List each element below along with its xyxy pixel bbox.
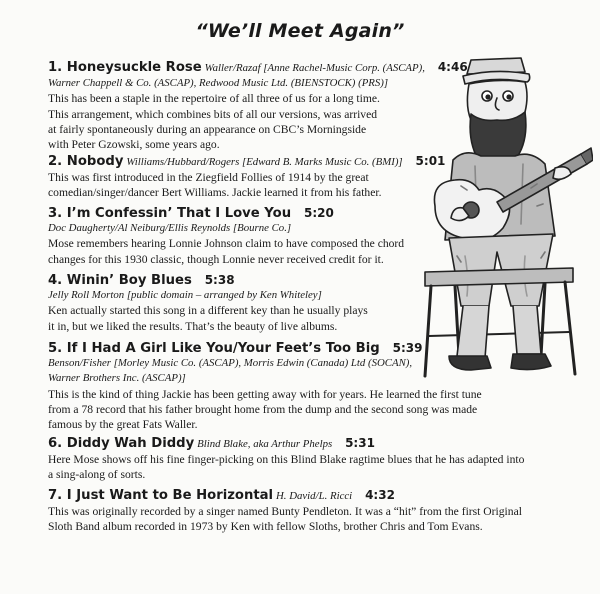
track-duration: 4:32 bbox=[365, 488, 395, 502]
track-6 bbox=[48, 436, 524, 483]
track-duration: 5:39 bbox=[392, 341, 423, 355]
track-desc-line: This has been a staple in the repertoire of all three of us for a long time. bbox=[48, 92, 380, 106]
track-desc-line: This was first introduced in the Ziegfield Follies of 1914 by the great bbox=[48, 171, 369, 185]
track-4 bbox=[48, 273, 368, 334]
track-title: 3. I’m Confessin’ That I Love You bbox=[48, 206, 292, 221]
track-desc-line: from a 78 record that his father brought home from the dump and the second song was made bbox=[48, 402, 478, 416]
track-credit-line: Jelly Roll Morton [public domain – arranged by Ken Whiteley] bbox=[48, 289, 322, 302]
track-desc-line: with Peter Gzowski, some years ago. bbox=[48, 138, 220, 152]
track-title: 6. Diddy Wah Diddy bbox=[48, 436, 195, 451]
track-credit-line: Benson/Fisher [Morley Music Co. (ASCAP), Morris Edwin (Canada) Ltd (SOCAN), bbox=[48, 357, 413, 370]
track-7 bbox=[48, 488, 522, 535]
track-duration: 5:01 bbox=[415, 154, 446, 168]
track-duration: 5:31 bbox=[345, 436, 375, 450]
track-credit: Williams/Hubbard/Rogers [Edward B. Marks Music Co. (BMI)] bbox=[126, 156, 403, 168]
track-credit: Blind Blake, aka Arthur Phelps bbox=[197, 438, 333, 450]
track-3 bbox=[48, 206, 404, 267]
track-desc-line: it in, but we liked the results. That’s the beauty of live albums. bbox=[48, 319, 338, 333]
track-title: 2. Nobody bbox=[48, 154, 124, 169]
track-desc-line: Ken actually started this song in a different key than he usually plays bbox=[48, 304, 368, 318]
track-2 bbox=[48, 154, 445, 201]
track-desc-line: a sing-along of sorts. bbox=[48, 468, 146, 482]
track-desc-line: This was originally recorded by a singer named Bunty Pendleton. It was a “hit” from the first Original bbox=[48, 505, 522, 519]
track-desc-line: Sloth Band album recorded in 1973 by Ken with fellow Sloths, brother Chris and Tom Evans. bbox=[48, 520, 483, 534]
track-duration: 5:38 bbox=[204, 273, 235, 287]
track-duration: 5:20 bbox=[304, 206, 334, 220]
track-credit-line: Doc Daugherty/Al Neiburg/Ellis Reynolds [Bourne Co.] bbox=[48, 222, 292, 235]
track-5 bbox=[48, 341, 482, 432]
page-title: “We’ll Meet Again” bbox=[195, 20, 405, 42]
track-desc-line: changes for this 1930 classic, though Lonnie never received credit for it. bbox=[48, 252, 384, 266]
track-title: 7. I Just Want to Be Horizontal bbox=[48, 488, 274, 503]
track-title: 5. If I Had A Girl Like You/Your Feet’s Too Big bbox=[48, 341, 380, 356]
track-title: 1. Honeysuckle Rose bbox=[48, 60, 202, 75]
track-desc-line: famous by the great Fats Waller. bbox=[48, 418, 198, 432]
track-desc-line: This arrangement, which combines bits of all our versions, was arrived bbox=[48, 107, 378, 121]
track-credit-line: Warner Brothers Inc. (ASCAP)] bbox=[48, 372, 186, 385]
track-desc-line: This is the kind of thing Jackie has been getting away with for years. He learned the first tune bbox=[48, 387, 482, 401]
track-desc-line: comedian/singer/dancer Bert Williams. Jackie learned it from his father. bbox=[48, 186, 382, 200]
track-desc-line: Mose remembers hearing Lonnie Johnson claim to have composed the chord bbox=[48, 237, 405, 251]
track-duration: 4:46 bbox=[437, 60, 468, 74]
track-credit-line: Warner Chappell & Co. (ASCAP), Redwood Music Ltd. (BIENSTOCK) (PRS)] bbox=[48, 77, 389, 90]
track-desc-line: at fairly spontaneously during an appearance on CBC’s Morningside bbox=[48, 122, 367, 136]
track-desc-line: Here Mose shows off his fine finger-picking on this Blind Blake ragtime blues that he has adapted into bbox=[48, 453, 525, 467]
track-1 bbox=[48, 60, 468, 152]
track-credit: Waller/Razaf [Anne Rachel-Music Corp. (ASCAP), bbox=[204, 62, 425, 74]
track-title: 4. Winin’ Boy Blues bbox=[48, 273, 192, 288]
track-credit: H. David/L. Ricci bbox=[276, 490, 353, 502]
